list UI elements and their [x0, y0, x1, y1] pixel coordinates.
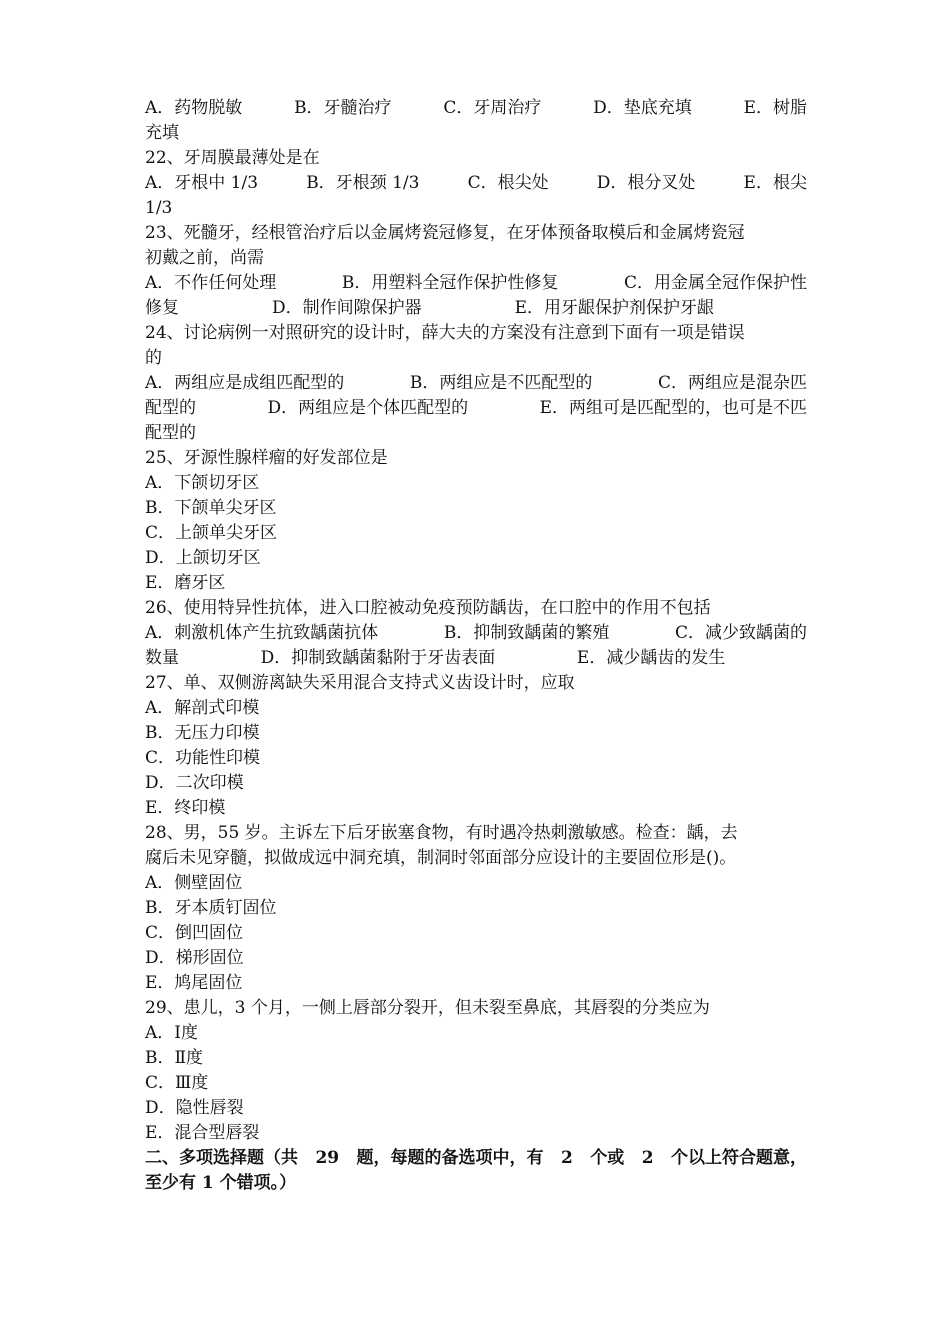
option-text: B．抑制致龋菌的繁殖 [443, 623, 610, 643]
text-line: E．磨牙区 [145, 573, 226, 593]
option-text: D．根分叉处 [596, 173, 696, 193]
heading-segment: 题，每题的备选项中，有 [356, 1148, 544, 1168]
heading-segment: 个以上符合题意， [670, 1148, 807, 1168]
option-text: B．两组应是不匹配型的 [409, 373, 593, 393]
option-row [145, 621, 807, 646]
text-line: 25、牙源性腺样瘤的好发部位是 [145, 448, 388, 468]
heading-segment: 2 [560, 1148, 573, 1168]
text-line: 的 [145, 348, 162, 368]
text-line: 22、牙周膜最薄处是在 [145, 148, 320, 168]
option-row [145, 296, 807, 321]
option-row [145, 396, 807, 421]
document-page [145, 96, 807, 1196]
option-text: B．牙根颈 1/3 [306, 173, 420, 193]
question-text-block [145, 96, 807, 1146]
text-line: D．隐性唇裂 [145, 1098, 244, 1118]
text-line: B．下颌单尖牙区 [145, 498, 277, 518]
heading-segment: 2 [641, 1148, 654, 1168]
option-text: E．树脂 [743, 98, 807, 118]
option-row [145, 271, 807, 296]
section-heading-line-2: 至少有 1 个错项。） [145, 1173, 297, 1193]
heading-segment: 二、多项选择题（共 [145, 1148, 298, 1168]
text-line: C．倒凹固位 [145, 923, 244, 943]
text-line: 29、患儿，3 个月，一侧上唇部分裂开，但未裂至鼻底，其唇裂的分类应为 [145, 998, 710, 1018]
option-text: 修复 [145, 298, 179, 318]
option-text: C．两组应是混杂匹 [657, 373, 807, 393]
option-text: C．减少致龋菌的 [674, 623, 807, 643]
text-line: C．上颌单尖牙区 [145, 523, 278, 543]
text-line: A．下颌切牙区 [145, 473, 260, 493]
text-line: D．二次印模 [145, 773, 244, 793]
option-text: 配型的 [145, 398, 196, 418]
heading-segment: 29 [315, 1148, 340, 1168]
text-line: 24、讨论病例一对照研究的设计时，薛大夫的方案没有注意到下面有一项是错误 [145, 323, 745, 343]
text-line: C．功能性印模 [145, 748, 261, 768]
text-line: E．终印模 [145, 798, 226, 818]
option-text: B．牙髓治疗 [294, 98, 392, 118]
option-row [145, 646, 807, 671]
option-text: 数量 [145, 648, 179, 668]
option-text: E．用牙龈保护剂保护牙龈 [514, 298, 714, 318]
option-text: E．减少龋齿的发生 [576, 648, 726, 668]
text-line: 27、单、双侧游离缺失采用混合支持式义齿设计时，应取 [145, 673, 575, 693]
option-text: C．牙周治疗 [443, 98, 542, 118]
section-heading-line-1 [145, 1146, 807, 1171]
text-line: A．解剖式印模 [145, 698, 260, 718]
text-line: 配型的 [145, 423, 196, 443]
option-text: D．抑制致龋菌黏附于牙齿表面 [260, 648, 496, 668]
option-text: A．刺激机体产生抗致龋菌抗体 [145, 623, 379, 643]
option-text: D．制作间隙保护器 [271, 298, 422, 318]
option-row [145, 96, 807, 121]
text-line: C．Ⅲ度 [145, 1073, 209, 1093]
option-text: A．两组应是成组匹配型的 [145, 373, 345, 393]
text-line: B．Ⅱ度 [145, 1048, 204, 1068]
text-line: D．上颌切牙区 [145, 548, 261, 568]
text-line: B．无压力印模 [145, 723, 260, 743]
option-text: E．根尖 [743, 173, 807, 193]
option-row [145, 171, 807, 196]
option-text: E．两组可是匹配型的，也可是不匹 [539, 398, 807, 418]
text-line: E．混合型唇裂 [145, 1123, 260, 1143]
option-row [145, 371, 807, 396]
option-text: B．用塑料全冠作保护性修复 [341, 273, 559, 293]
option-text: C．用金属全冠作保护性 [623, 273, 807, 293]
text-line: D．梯形固位 [145, 948, 244, 968]
option-text: A．不作任何处理 [145, 273, 277, 293]
text-line: E．鸠尾固位 [145, 973, 243, 993]
text-line: 腐后未见穿髓，拟做成远中洞充填，制洞时邻面部分应设计的主要固位形是()。 [145, 848, 737, 868]
option-text: C．根尖处 [467, 173, 549, 193]
text-line: 1/3 [145, 198, 173, 218]
text-line: A．Ⅰ度 [145, 1023, 198, 1043]
option-text: D．两组应是个体匹配型的 [267, 398, 469, 418]
text-line: B．牙本质钉固位 [145, 898, 277, 918]
text-line: A．侧壁固位 [145, 873, 243, 893]
option-text: A．药物脱敏 [145, 98, 243, 118]
text-line: 26、使用特异性抗体，进入口腔被动免疫预防龋齿，在口腔中的作用不包括 [145, 598, 711, 618]
text-line: 23、死髓牙，经根管治疗后以金属烤瓷冠修复，在牙体预备取模后和金属烤瓷冠 [145, 223, 745, 243]
text-line: 充填 [145, 123, 179, 143]
option-text: A．牙根中 1/3 [145, 173, 259, 193]
text-line: 28、男，55 岁。主诉左下后牙嵌塞食物，有时遇冷热刺激敏感。检查：龋，去 [145, 823, 738, 843]
text-line: 初戴之前，尚需 [145, 248, 264, 268]
option-text: D．垫底充填 [593, 98, 692, 118]
heading-segment: 个或 [590, 1148, 625, 1168]
